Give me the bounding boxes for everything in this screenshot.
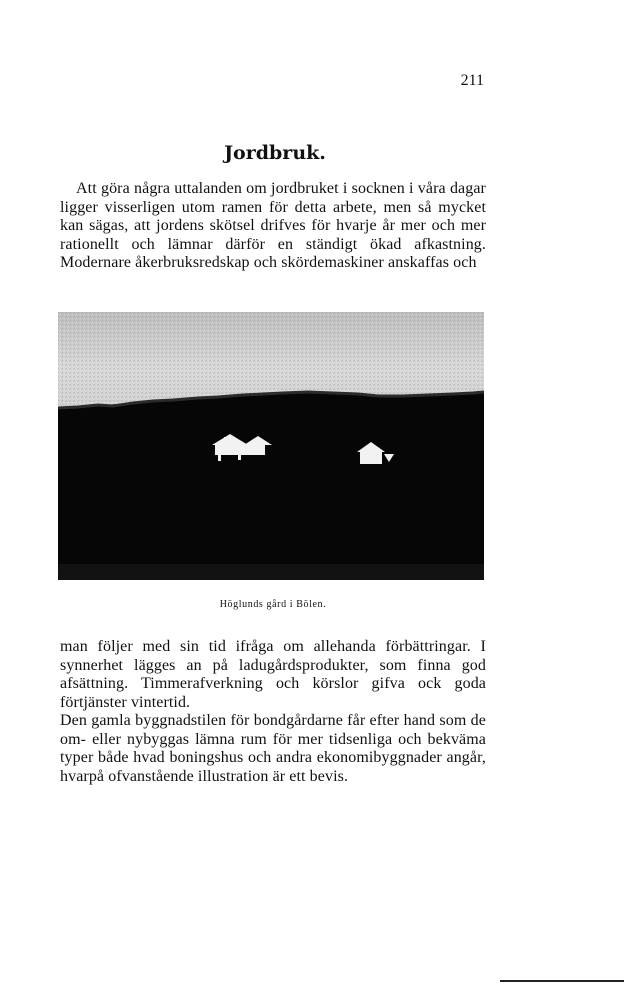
page-edge-line bbox=[500, 980, 624, 982]
figure-caption: Höglunds gård i Bölen. bbox=[219, 599, 327, 610]
farm-photograph-image bbox=[58, 312, 484, 580]
body-paragraph-2: man följer med sin tid ifråga om allehanda förbättringar. I synnerhet lägges an på ladugårdsprodukter, som finna god afsättning. Timmerafverkning och körslor gifva ock goda förtjänster vintertid. bbox=[60, 638, 486, 711]
page-number: 211 bbox=[460, 72, 484, 89]
body-paragraph-3: Den gamla byggnadstilen för bondgårdarne får efter hand som de om- eller nybyggas lämna rum för mer tidsenliga och bekväma typer både hvad boningshus och andra ekonomibyggnader angår, hvarpå ofvanstående illustration är ett bevis. bbox=[60, 712, 486, 785]
page-heading: Jordbruk. bbox=[224, 142, 326, 164]
forested-hill bbox=[58, 392, 484, 580]
farm-photograph bbox=[58, 312, 484, 580]
body-paragraph-1: Att göra några uttalanden om jordbruket i socknen i våra dagar ligger visserligen utom ramen för detta arbete, men så mycket kan sägas, att jordens skötsel drifves för hvarje år mer och mer rationellt och lämnar därför en ständigt ökad afkastning. Modernare åkerbruksredskap och skördemaskiner anskaffas och bbox=[60, 180, 486, 271]
